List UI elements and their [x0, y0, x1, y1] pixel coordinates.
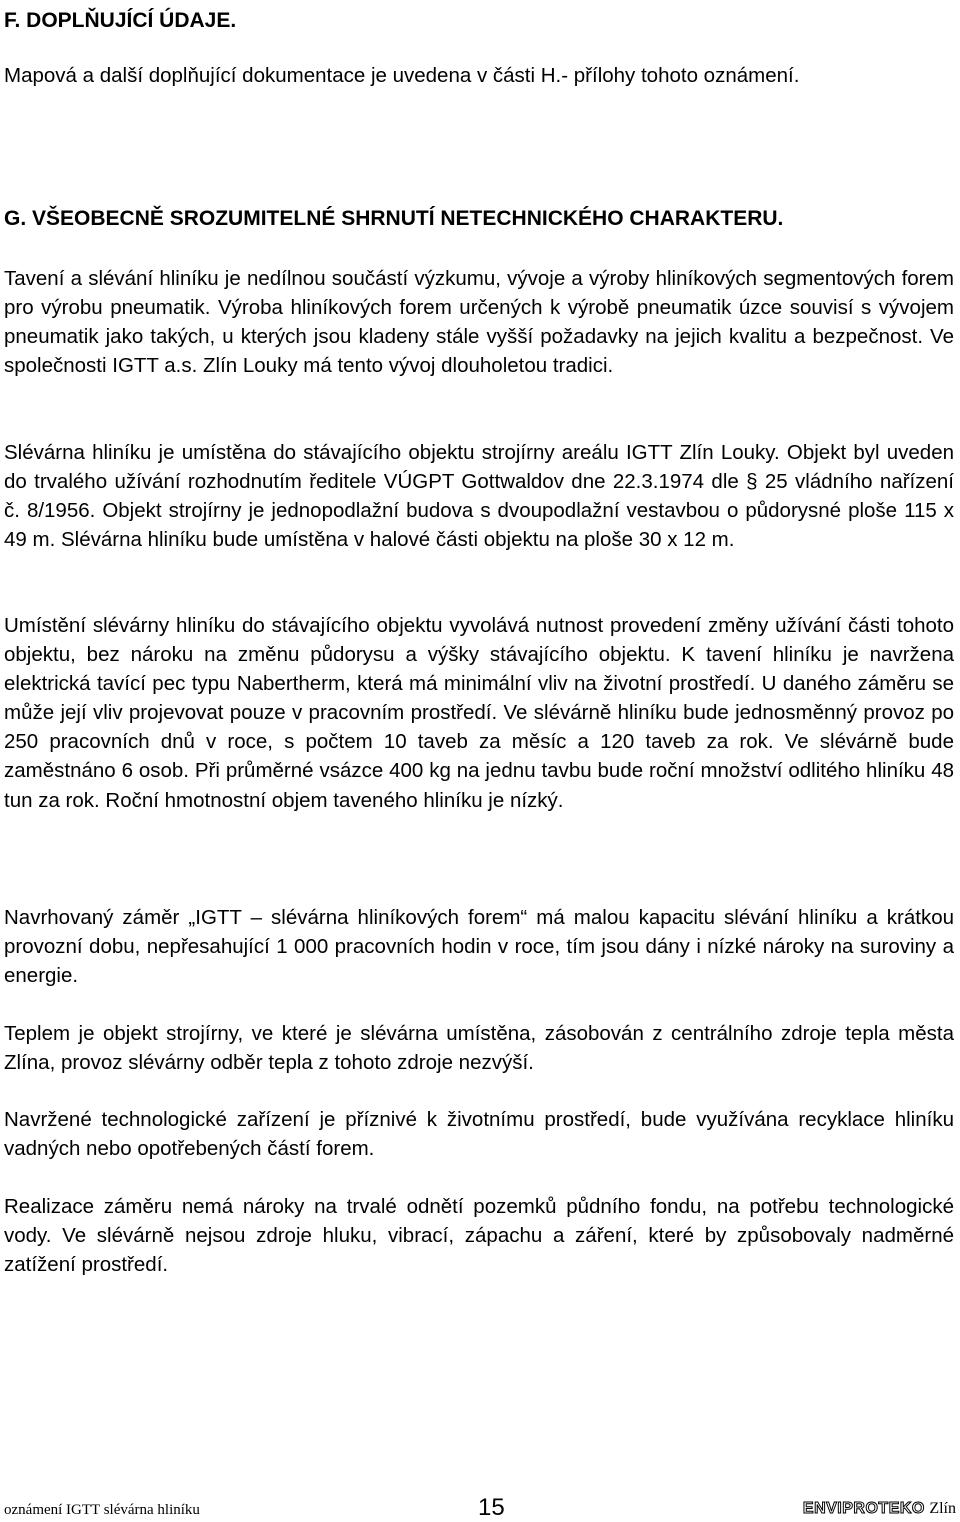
paragraph-2: Slévárna hliníku je umístěna do stávajícího objektu strojírny areálu IGTT Zlín Louky. Objekt byl uveden do trvalého užívání rozhodnutím ředitele VÚGPT Gottwaldov dne 22.3.1974 dle § 25 vládního nařízení č. 8/1956. Objekt strojírny je jednopodlažní budova s dvoupodlažní vestavbou o půdorysné ploše 115 x 49 m. Slévárna hliníku bude umístěna v halové části objektu na ploše 30 x 12 m.: [4, 441, 954, 552]
footer-document-name: oznámení IGTT slévárna hliníku: [4, 1502, 200, 1518]
company-city: Zlín: [929, 1500, 956, 1517]
footer-company: [803, 1500, 956, 1518]
paragraph-5: Teplem je objekt strojírny, ve které je slévárna umístěna, zásobován z centrálního zdroje tepla města Zlína, provoz slévárny odběr tepla z tohoto zdroje nezvýší.: [4, 1022, 954, 1075]
paragraph-4: Navrhovaný záměr „IGTT – slévárna hliníkových forem“ má malou kapacitu slévání hliníku a krátkou provozní dobu, nepřesahující 1 000 pracovních hodin v roce, tím jsou dány i nízké nároky na suroviny a energie.: [4, 906, 954, 988]
paragraph-3: Umístění slévárny hliníku do stávajícího objektu vyvolává nutnost provedení změny užívání části tohoto objektu, bez nároku na změnu půdorysu a výšky stávajícího objektu. K tavení hliníku je navržena elektrická tavící pec typu Nabertherm, která má minimální vliv na životní prostředí. U daného záměru se může její vliv projevovat pouze v pracovním prostředí. Ve slévárně hliníku bude jednosměnný provoz po 250 pracovních dnů v roce, s počtem 10 taveb za měsíc a 120 taveb za rok. Ve slévárně bude zaměstnáno 6 osob. Při průměrné vsázce 400 kg na jednu tavbu bude roční množství odlitého hliníku 48 tun za rok. Roční hmotnostní objem taveného hliníku je nízký.: [4, 614, 954, 812]
section-f-heading: F. DOPLŇUJÍCÍ ÚDAJE.: [4, 9, 237, 32]
company-logo-text: ENVIPROTEKO: [802, 1500, 925, 1517]
paragraph-6: Navržené technologické zařízení je příznivé k životnímu prostředí, bude využívána recyklace hliníku vadných nebo opotřebených částí forem.: [4, 1108, 954, 1161]
footer-page-number: 15: [478, 1494, 505, 1521]
paragraph-7: Realizace záměru nemá nároky na trvalé odnětí pozemků půdního fondu, na potřebu technologické vody. Ve slévárně nejsou zdroje hluku, vibrací, zápachu a záření, které by způsobovaly nadměrné zatížení prostředí.: [4, 1195, 954, 1277]
section-g-heading: G. VŠEOBECNĚ SROZUMITELNÉ SHRNUTÍ NETECHNICKÉHO CHARAKTERU.: [4, 207, 784, 230]
paragraph-1: Tavení a slévání hliníku je nedílnou součástí výzkumu, vývoje a výroby hliníkových segmentových forem pro výrobu pneumatik. Výroba hliníkových forem určených k výrobě pneumatik úzce souvisí s vývojem pneumatik jako takých, u kterých jsou kladeny stále vyšší požadavky na jejich kvalitu a bezpečnost. Ve společnosti IGTT a.s. Zlín Louky má tento vývoj dlouholetou tradici.: [4, 267, 954, 378]
section-f-paragraph: Mapová a další doplňující dokumentace je uvedena v části H.- přílohy tohoto oznámení.: [4, 64, 800, 87]
